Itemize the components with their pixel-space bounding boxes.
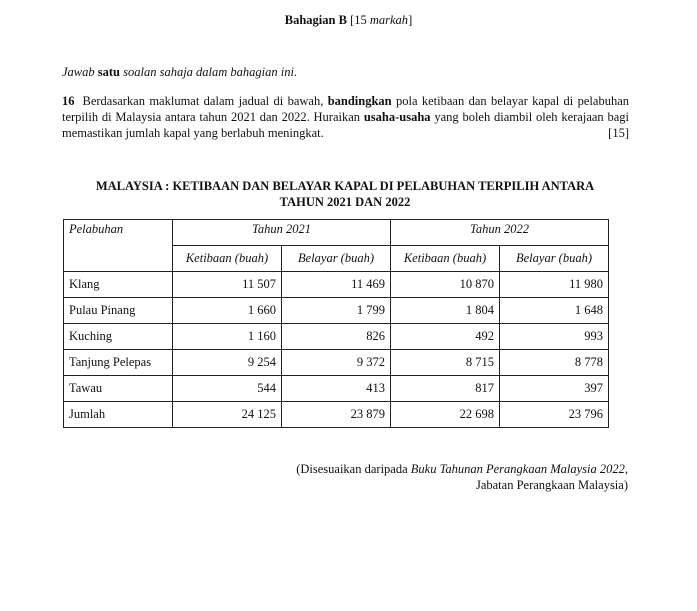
source-comma: , (624, 462, 628, 476)
cell-departure-2022: 8 778 (500, 350, 609, 376)
cell-departure-2022: 397 (500, 376, 609, 402)
header-departure-2021: Belayar (buah) (282, 246, 391, 272)
source-line-2: Jabatan Perangkaan Malaysia) (475, 478, 628, 492)
cell-arrival-2022: 10 870 (391, 272, 500, 298)
cell-arrival-2021: 24 125 (173, 402, 282, 428)
cell-departure-2021: 23 879 (282, 402, 391, 428)
cell-arrival-2022: 817 (391, 376, 500, 402)
source-book-title: Buku Tahunan Perangkaan Malaysia 2022 (410, 462, 625, 476)
cell-port: Tanjung Pelepas (64, 350, 173, 376)
cell-port: Pulau Pinang (64, 298, 173, 324)
cell-departure-2022: 11 980 (500, 272, 609, 298)
question-number: 16 (62, 94, 75, 108)
section-marks-word: markah (369, 13, 409, 27)
header-arrival-2022: Ketibaan (buah) (391, 246, 500, 272)
table-header-row (64, 220, 609, 246)
cell-port: Klang (64, 272, 173, 298)
table-title-line-2: TAHUN 2021 DAN 2022 (279, 195, 411, 209)
cell-arrival-2022: 8 715 (391, 350, 500, 376)
cell-arrival-2021: 1 660 (173, 298, 282, 324)
cell-departure-2021: 1 799 (282, 298, 391, 324)
cell-departure-2021: 413 (282, 376, 391, 402)
section-title: Bahagian B (284, 13, 347, 27)
table-title-line-1: MALAYSIA : KETIBAAN DAN BELAYAR KAPAL DI PELABUHAN TERPILIH ANTARA (95, 179, 595, 193)
cell-arrival-2022: 492 (391, 324, 500, 350)
instruction-bold: satu (97, 65, 120, 79)
cell-arrival-2022: 22 698 (391, 402, 500, 428)
table-row-total (64, 402, 609, 428)
header-arrival-2021: Ketibaan (buah) (173, 246, 282, 272)
header-port: Pelabuhan (64, 220, 173, 272)
cell-arrival-2021: 1 160 (173, 324, 282, 350)
cell-port: Tawau (64, 376, 173, 402)
header-departure-2022: Belayar (buah) (500, 246, 609, 272)
question-marks: [15] (608, 126, 629, 140)
source-pre: (Disesuaikan daripada (296, 462, 411, 476)
instruction (62, 65, 297, 80)
cell-port: Kuching (64, 324, 173, 350)
question-bold-1: bandingkan (327, 94, 392, 108)
cell-departure-2022: 1 648 (500, 298, 609, 324)
cell-departure-2022: 23 796 (500, 402, 609, 428)
cell-departure-2022: 993 (500, 324, 609, 350)
table-title (0, 178, 690, 210)
table-row (64, 298, 609, 324)
header-year-2021: Tahun 2021 (173, 220, 391, 246)
cell-arrival-2021: 11 507 (173, 272, 282, 298)
instruction-post: soalan sahaja dalam bahagian ini. (120, 65, 298, 79)
table-row (64, 324, 609, 350)
header-year-2022: Tahun 2022 (391, 220, 609, 246)
table-row (64, 376, 609, 402)
cell-port: Jumlah (64, 402, 173, 428)
question-text-1: Berdasarkan maklumat dalam jadual di bawah, (82, 94, 328, 108)
section-marks-close: ] (408, 13, 413, 27)
source-citation (296, 461, 628, 493)
cell-departure-2021: 9 372 (282, 350, 391, 376)
section-marks-open: [15 (350, 13, 370, 27)
cell-arrival-2021: 544 (173, 376, 282, 402)
cell-departure-2021: 11 469 (282, 272, 391, 298)
instruction-pre: Jawab (62, 65, 98, 79)
question-text-2: pola ketibaan dan belayar kapal di pelabuhan terpilih di Malaysia antara tahun 2021 dan 2022. Huraikan (62, 94, 629, 124)
question-16 (62, 93, 629, 141)
question-text-3: yang boleh diambil oleh kerajaan bagi memastikan jumlah kapal yang berlabuh meningkat. (62, 110, 629, 140)
table-row (64, 350, 609, 376)
section-header (0, 13, 697, 28)
table-row (64, 272, 609, 298)
cell-departure-2021: 826 (282, 324, 391, 350)
question-bold-2: usaha-usaha (363, 110, 431, 124)
cell-arrival-2021: 9 254 (173, 350, 282, 376)
source-line-1 (296, 461, 628, 477)
port-data-table (63, 219, 609, 428)
cell-arrival-2022: 1 804 (391, 298, 500, 324)
